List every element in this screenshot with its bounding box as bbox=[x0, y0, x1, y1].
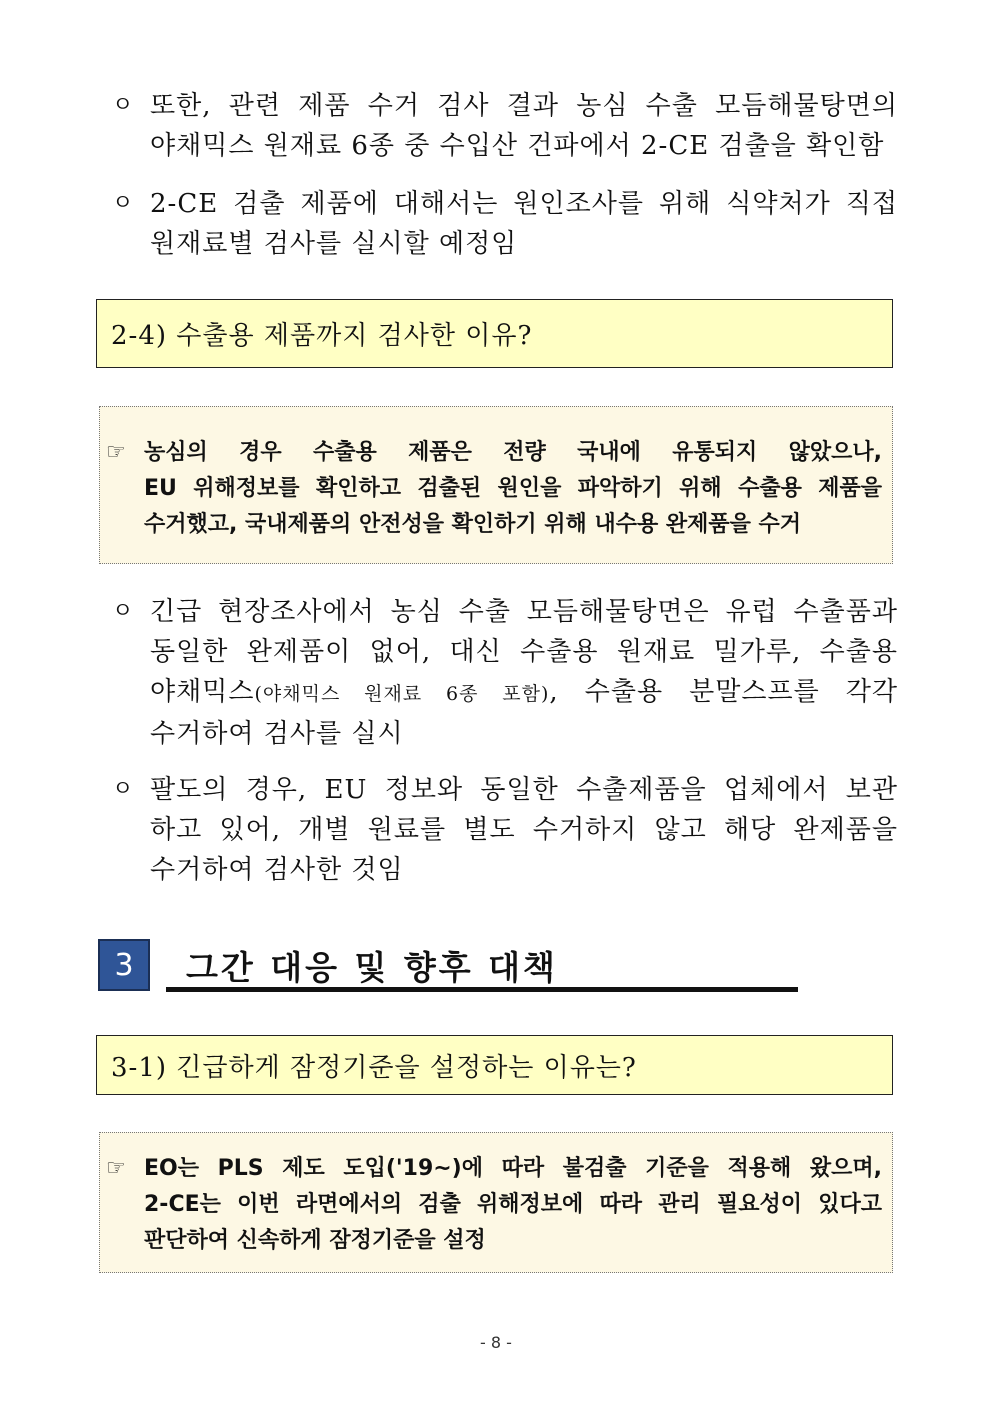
bullet-line: 또한, 관련 제품 수거 검사 결과 농심 수출 모듬해물탕면의 bbox=[150, 91, 898, 121]
section-title: 그간 대응 및 향후 대책 bbox=[186, 948, 558, 987]
bullet-line: 수거하여 검사한 것임 bbox=[150, 855, 404, 885]
bullet-item bbox=[112, 592, 898, 754]
bullet-line: 동일한 완제품이 없어, 대신 수출용 원재료 밀가루, 수출용 bbox=[150, 637, 898, 667]
bullet-text: 야채믹스 bbox=[150, 677, 255, 707]
pointing-hand-icon: ☞ bbox=[106, 440, 126, 465]
bullet-item bbox=[112, 184, 898, 264]
bullet-marker: ㅇ bbox=[112, 93, 135, 118]
bullet-line: 긴급 현장조사에서 농심 수출 모듬해물탕면은 유럽 수출품과 bbox=[150, 597, 898, 627]
answer-line: 수거했고, 국내제품의 안전성을 확인하기 위해 내수용 완제품을 수거 bbox=[144, 512, 802, 537]
answer-line: EO는 PLS 제도 도입('19~)에 따라 불검출 기준을 적용해 왔으며, bbox=[144, 1156, 882, 1181]
bullet-line: 수거하여 검사를 실시 bbox=[150, 719, 404, 749]
answer-box-3-1 bbox=[99, 1132, 893, 1273]
bullet-marker: ㅇ bbox=[112, 191, 135, 216]
bullet-line: 원재료별 검사를 실시할 예정임 bbox=[150, 229, 518, 259]
answer-line: EU 위해정보를 확인하고 검출된 원인을 파악하기 위해 수출용 제품을 bbox=[144, 476, 882, 501]
pointing-hand-icon: ☞ bbox=[106, 1156, 126, 1181]
section-underline bbox=[166, 987, 798, 992]
answer-line: 판단하여 신속하게 잠정기준을 설정 bbox=[144, 1228, 486, 1253]
bullet-marker: ㅇ bbox=[112, 599, 135, 624]
bullet-text: , 수출용 분말스프를 각각 bbox=[549, 677, 898, 707]
bullet-line: 야채믹스 원재료 6종 중 수입산 건파에서 2-CE 검출을 확인함 bbox=[150, 131, 885, 161]
answer-box-2-4 bbox=[99, 406, 893, 564]
section-number-badge: 3 bbox=[98, 939, 150, 991]
bullet-item bbox=[112, 770, 898, 890]
question-box-3-1 bbox=[96, 1035, 893, 1095]
bullet-line bbox=[112, 672, 898, 714]
answer-line: 농심의 경우 수출용 제품은 전량 국내에 유통되지 않았으나, bbox=[144, 440, 882, 465]
page-number: - 8 - bbox=[480, 1333, 512, 1352]
question-text: 2-4) 수출용 제품까지 검사한 이유? bbox=[111, 321, 533, 351]
bullet-line: 2-CE 검출 제품에 대해서는 원인조사를 위해 식약처가 직접 bbox=[150, 189, 898, 219]
bullet-marker: ㅇ bbox=[112, 777, 135, 802]
bullet-item bbox=[112, 86, 898, 166]
bullet-line: 팔도의 경우, EU 정보와 동일한 수출제품을 업체에서 보관 bbox=[150, 775, 898, 805]
answer-line: 2-CE는 이번 라면에서의 검출 위해정보에 따라 관리 필요성이 있다고 bbox=[144, 1192, 882, 1217]
bullet-line: 하고 있어, 개별 원료를 별도 수거하지 않고 해당 완제품을 bbox=[150, 815, 898, 845]
question-box-2-4 bbox=[96, 299, 893, 368]
bullet-note: (야채믹스 원재료 6종 포함) bbox=[254, 683, 550, 705]
question-text: 3-1) 긴급하게 잠정기준을 설정하는 이유는? bbox=[111, 1052, 637, 1083]
